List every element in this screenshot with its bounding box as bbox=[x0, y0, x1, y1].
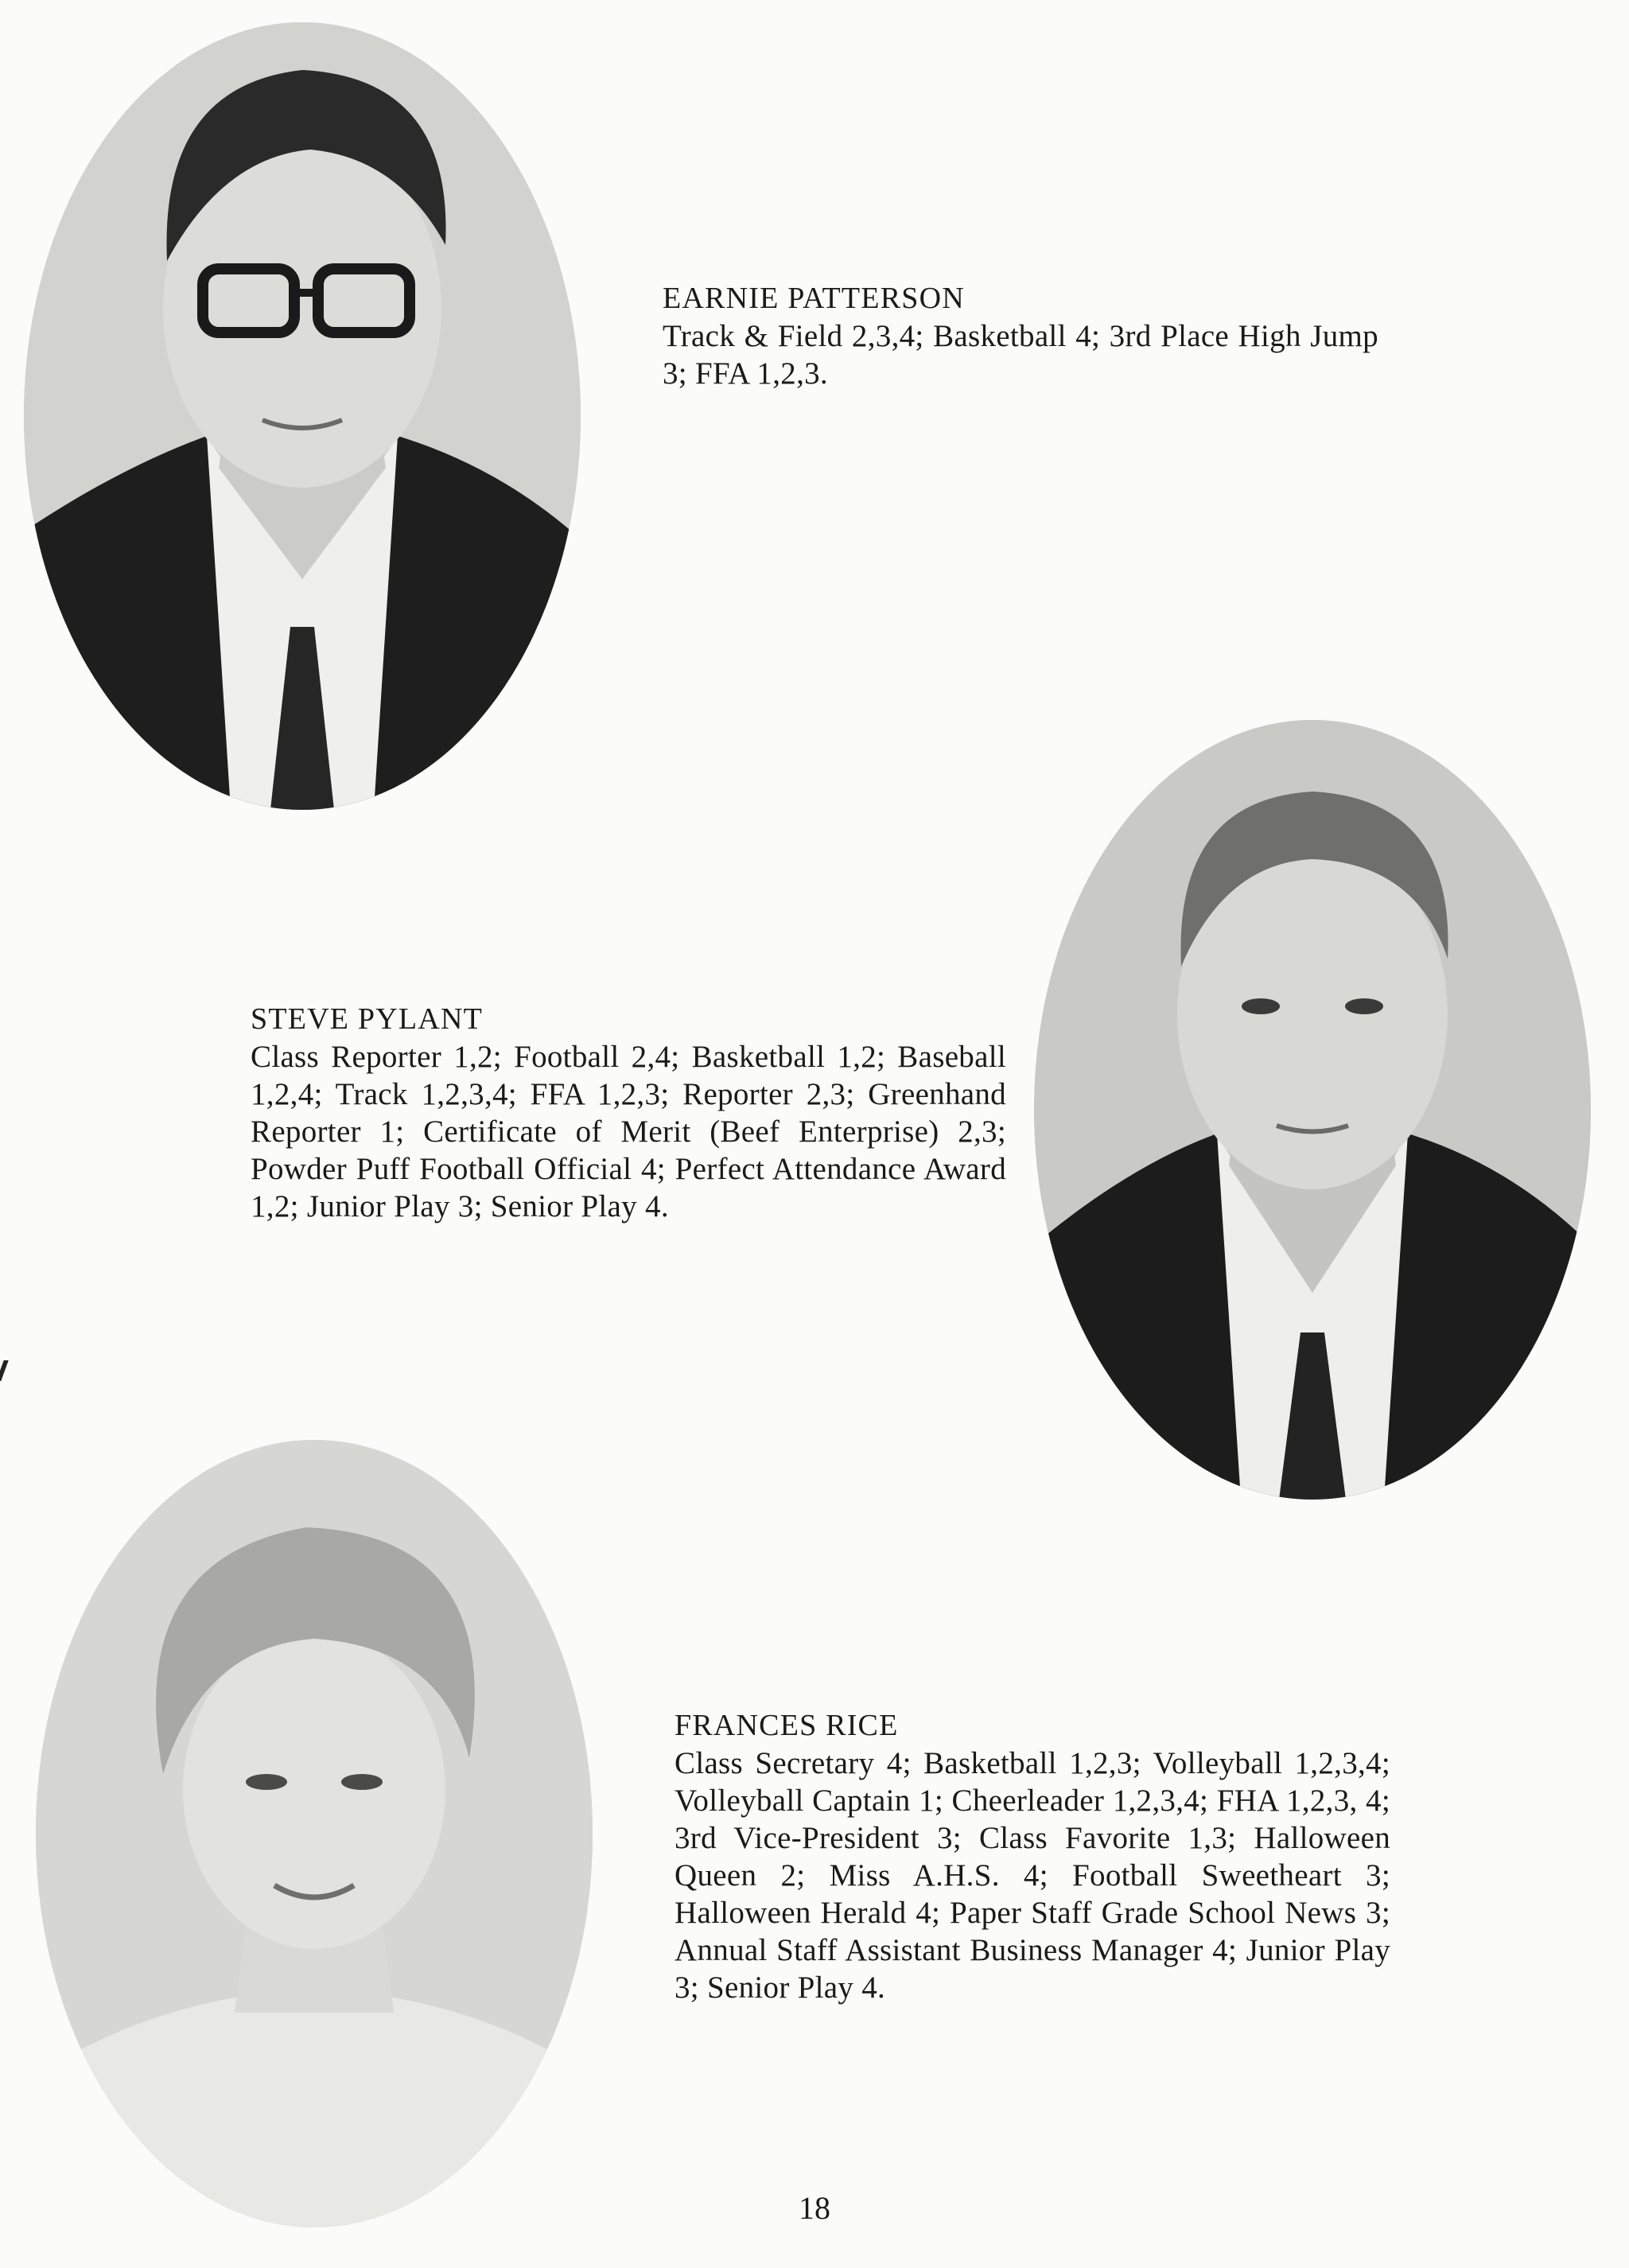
portrait-photo bbox=[24, 22, 581, 810]
entry-earnie-patterson bbox=[663, 280, 1378, 392]
entry-frances-rice bbox=[675, 1707, 1390, 2006]
portrait-photo bbox=[36, 1440, 593, 2227]
student-activities: Class Reporter 1,2; Football 2,4; Basketball 1,2; Baseball 1,2,4; Track 1,2,3,4; FFA 1,2,3; Reporter 2,3; Greenhand Reporter 1; Certificate of Merit (Beef Enterprise) 2,3; Powder Puff Football Official 4; Perfect Attendance Award 1,2; Junior Play 3; Senior Play 4. bbox=[251, 1040, 1006, 1223]
page-number: 18 bbox=[799, 2190, 830, 2226]
portrait-frances-rice bbox=[36, 1440, 593, 2227]
student-name: EARNIE PATTERSON bbox=[663, 282, 965, 315]
scan-mark bbox=[0, 1360, 9, 1381]
entry-steve-pylant bbox=[251, 1001, 1006, 1225]
student-name: STEVE PYLANT bbox=[251, 1002, 483, 1036]
student-activities: Class Secretary 4; Basketball 1,2,3; Volleyball 1,2,3,4; Volleyball Captain 1; Cheerleader 1,2,3,4; FHA 1,2,3, 4; 3rd Vice-President 3; Class Favorite 1,3; Halloween Queen 2; Miss A.H.S. 4; Football Sweetheart 3; Halloween Herald 4; Paper Staff Grade School News 3; Annual Staff Assistant Business Manager 4; Junior Play 3; Senior Play 4. bbox=[675, 1746, 1390, 2005]
student-name: FRANCES RICE bbox=[675, 1709, 899, 1742]
portrait-steve-pylant bbox=[1034, 720, 1591, 1500]
portrait-earnie-patterson bbox=[24, 22, 581, 810]
student-activities: Track & Field 2,3,4; Basketball 4; 3rd Place High Jump 3; FFA 1,2,3. bbox=[663, 319, 1378, 391]
portrait-photo bbox=[1034, 720, 1591, 1500]
